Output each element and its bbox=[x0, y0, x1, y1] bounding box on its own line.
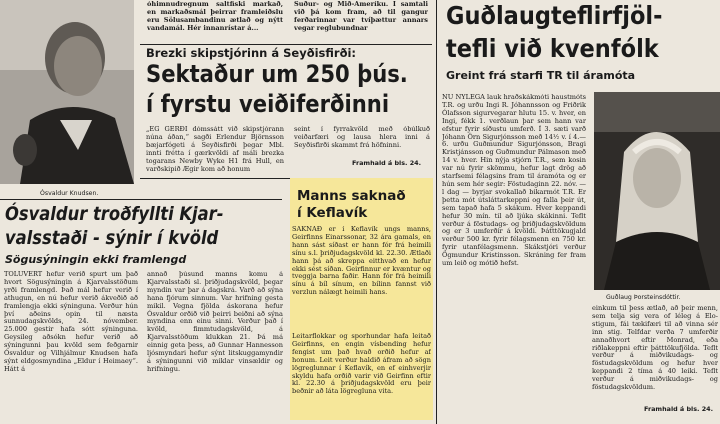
top-snippet-rule bbox=[140, 44, 432, 45]
gudlaug-portrait-image bbox=[594, 92, 720, 290]
chess-headline-line1-text: Guðlaugteflirfjöl- bbox=[446, 1, 663, 30]
chess-col1: NÚ NÝLEGA lauk hraðskákmóti haustmóts T.R. og urðu Ingi R. Jóhannsson og Friðrik Ólafsson sigurvegarar hlutu 15. v. hver, en Ingi, fékk 1. verðlaun þar sem hann var efstur fyrir síðustu umferð. Í 3. sæti varð Jóhann Örn Sigurjónsson með 14½ v. í 4.—6. urðu Guðmundur Sigurjónsson, Bragi Kristjánsson og Guðmundur Pálmason með 14 v. hver. Hin nýja stjórn T.R., sem kosin var nú fyrir skömmu, hefur lagt drög að starfsemi félagsins fram til áramóta og er hún sem hér segir: Föstudaginn 22. nóv. — l dag — byrjar svokallað bikarmót T.R. Er þetta mót útsláttarkeppni og falla þeir út, sem tapað hafa 5 skákum. Hver keppandi hefur 30 mín. til að ljúka skákinni. Teflt verður á föstudags- og þriðjudagskvöldum og er 3 umferðir á kvöldi. Þátttökugjald verður 500 kr. fyrir félagsmenn en 750 kr. fyrir utanfélagsmenn. Skákstjóri verður Ögmundur Kristinsson. Skráning fer fram um leið og mótið hefst. bbox=[442, 94, 586, 268]
exhibit-col1: TÖLUVERT hefur verið spurt um það hvort Sögusýningin á Kjarvalsstöðum yrði framlengd. Það mál hefur verið í athugun, en nú hefur verið ákveðið að framlengja ekki sýninguna. Verður hún því aðeins opin til næsta sunnudagskvölds, 24. nóvember. 25.000 gestir hafa sótt sýninguna. Geysileg aðsókn hefur verið að sýningunni þau kvöld sem feðgarnir Ósvaldur og Vilhjálmur Knudsen hafa sýnt eldgosmyndina „Eldur í Heimaey“. Hátt á bbox=[4, 271, 138, 373]
left-photo-rule bbox=[0, 199, 282, 200]
chess-subhead: Greint frá starfi TR til áramóta bbox=[446, 69, 636, 82]
center-headline-line1-text: Sektaður um 250 þús. bbox=[146, 60, 408, 88]
gudlaug-photo bbox=[594, 92, 720, 290]
osvaldur-photo bbox=[0, 0, 134, 184]
osvaldur-portrait-image bbox=[0, 0, 134, 184]
center-headline-line2-text: í fyrstu veiðiferðinni bbox=[146, 90, 390, 118]
right-column-rule bbox=[436, 0, 437, 424]
exhibit-headline-line2 bbox=[5, 226, 285, 252]
center-body-left: „ÉG GERÐI dómssátt við skipstjórann núna áðan,“ sagði Erlendur Björnsson bæjarfógeti á Seyðisfirði þegar Mbl. innti frétta í gærkvöldi af máli brezka togarans Newby Wyke H1 frá Hull, en varðskipið Ægir kom að honum bbox=[146, 126, 284, 173]
exhibit-headline-line2-text: valsstaði - sýnir í kvöld bbox=[5, 227, 219, 249]
center-headline-line2 bbox=[146, 90, 432, 120]
exhibit-headline-line1 bbox=[5, 202, 285, 228]
top-snippet-col1: óhimnudregnum saltfiski markað, en markaðsmál þeirrar framleiðslu eru Sölusambandinu ætlað og nýtt vandamál. Hér innanrístar á... bbox=[147, 1, 283, 32]
exhibit-col2: annað þúsund manns komu á Kjarvalsstaði sl. þriðjudagskvöld, þegar myndin var þar á dagskrá. Varð að sýna hana fjórum sinnum. Var hrifning gesta mikil. Vegna fjölda áskorana hefur Ósvaldur orðið við þeirri beiðni að sýna myndina enn einu sinni. Verður það í kvöld, fimmtudagskvöld, á Kjarvalsstöðum klukkan 21. Þá má einnig geta þess, að Gunnar Hannesson ljósmyndari hefur sýnt litskuggamyndir á sýningunni við miklar vinsældir og hrifningu. bbox=[147, 271, 283, 373]
missing-headline-line1: Manns saknað bbox=[297, 188, 406, 204]
chess-headline-line2 bbox=[446, 33, 718, 67]
chess-col2: einkum til þess ætlað, að þeir menn, sem telja sig vera of léleg á Elo-stigum, fái tækifæri til að vinna sér inn stig. Telfdar verða 7 umferðir annaðhvort eftir Monrad, eða riðlakeppni eftir þátttökufjölda. Teflt verður á miðvikudags- og föstudagskvöldum og hefur hver keppandi 2 tíma á 40 leiki. Teflt verður á miðvikudags- og föstudagskvöldum. bbox=[592, 305, 718, 392]
center-continued: Framhald á bls. 24. bbox=[352, 159, 422, 167]
exhibit-headline-line1-text: Ósvaldur troðfyllti Kjar- bbox=[5, 203, 224, 225]
center-kicker: Brezki skipstjórinn á Seyðisfirði: bbox=[146, 46, 357, 60]
osvaldur-photo-caption: Ósvaldur Knudsen. bbox=[40, 190, 99, 197]
missing-headline-line2: í Keflavík bbox=[297, 205, 368, 221]
chess-headline-line1 bbox=[446, 0, 718, 34]
chess-continued: Framhald á bls. 24. bbox=[644, 405, 714, 413]
exhibit-subhead: Sögusýningin ekki framlengd bbox=[5, 253, 187, 266]
missing-body1: SAKNAÐ er í Keflavík ungs manns, Geirfinns Einarssonar, 32 ára gamals, en hann sást síðast er hann fór frá heimili sínu s.l. þriðjudagskvöld kl. 22.30. Ætlaði hann þá að skreppa eitthvað en hefur ekki sést síðan. Geirfinnur er kvæntur og tveggja barna faðir. Hann fór frá heimili sínu á bíl sínum, en bílinn fannst við verzlun nálægt heimili hans. bbox=[292, 226, 431, 297]
top-snippet-col2: Suður- og Mið-Ameríku. I samtali við þá kom fram, að til gangur ferðarinnar var tvíþættur annars vegar reglubundnar bbox=[294, 1, 428, 32]
gudlaug-photo-caption: Guðlaug Þorsteinsdóttir. bbox=[606, 294, 681, 301]
center-body-right: seint í fyrrakvöld með óbúlkuð veiðarfæri og lausa hlera inni á Seyðisfirði skammt frá höfninni. bbox=[294, 126, 430, 149]
missing-body2: Leitarflokkar og sporhundar hafa leitað Geirfinns, en engin vísbending hefur fengist um það hvað orðið hefur af honum. Leit verður haldið áfram að sögn lögreglunnar í Keflavík, en ef einhverjir skyldu hafa orðið varir við Geirfinn eftir kl. 22.30 á þriðjudagskvöld eru þeir beðnir að láta lögregluna vita. bbox=[292, 333, 431, 396]
center-headline-line1 bbox=[146, 60, 432, 90]
chess-headline-line2-text: tefli við kvenfólk bbox=[446, 34, 659, 63]
